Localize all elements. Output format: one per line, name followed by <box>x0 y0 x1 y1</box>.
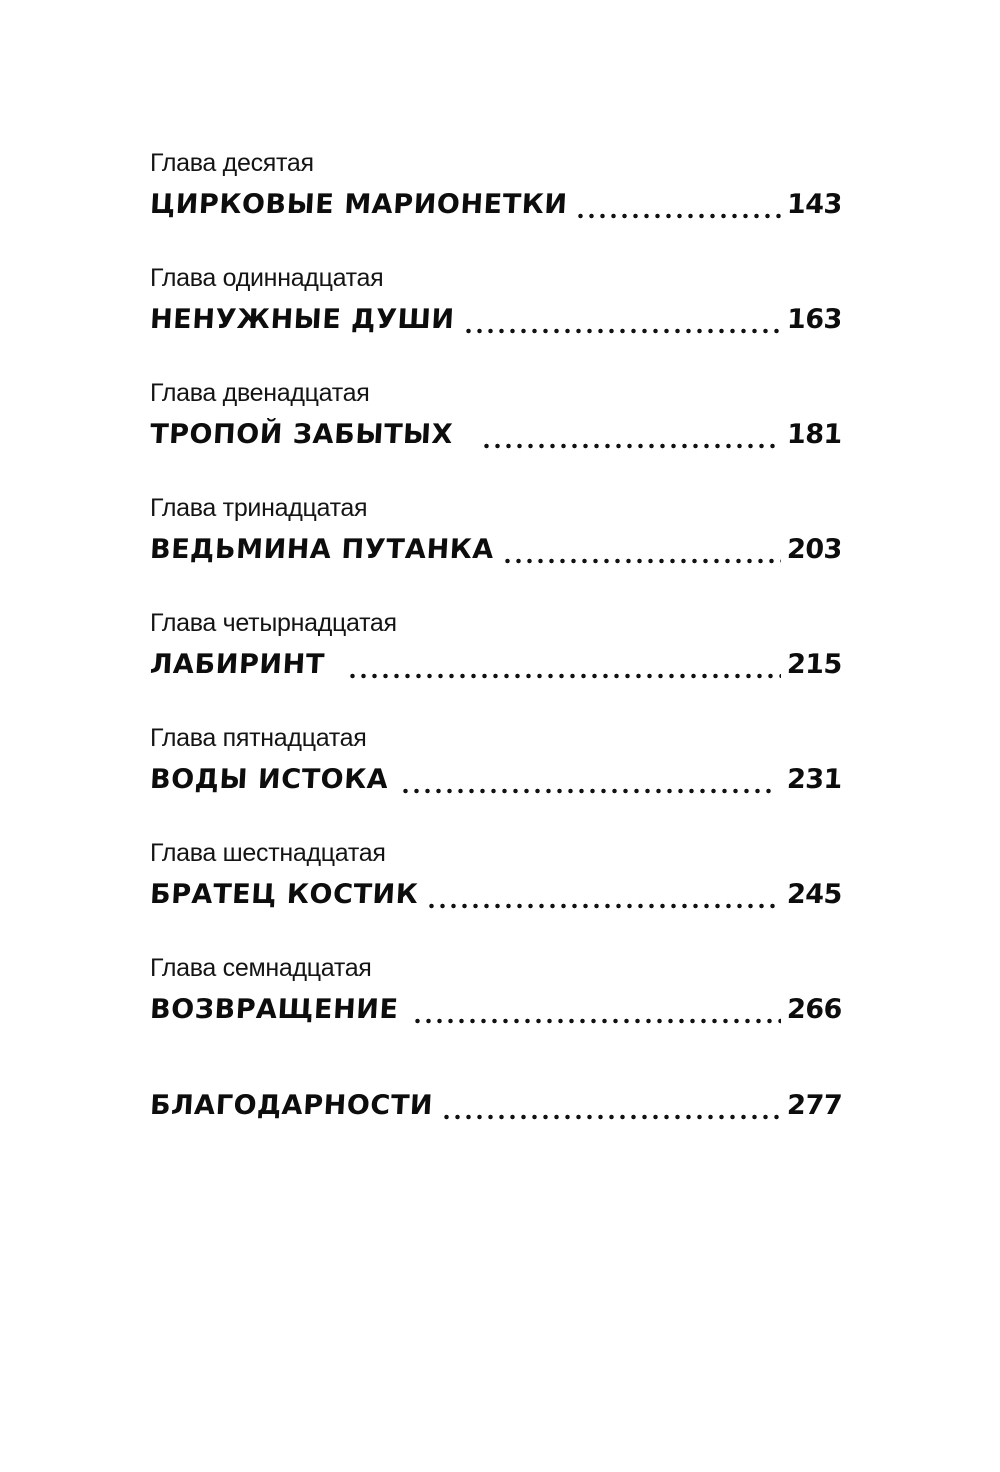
chapter-title-line <box>150 297 842 337</box>
toc-entry-chapter-12 <box>150 378 842 493</box>
chapter-title: БЛАГОДАРНОСТИ <box>149 1090 434 1121</box>
dot-leader <box>481 418 775 452</box>
page-number: 266 <box>786 994 843 1025</box>
chapter-label: Глава десятая <box>150 149 314 177</box>
toc-entry-chapter-13 <box>150 493 842 608</box>
chapter-title: ВЕДЬМИНА ПУТАНКА <box>149 534 495 565</box>
page-number: 203 <box>786 534 843 565</box>
dot-leader <box>347 648 781 682</box>
chapter-title-line <box>150 642 842 682</box>
chapter-label: Глава одиннадцатая <box>150 264 384 292</box>
chapter-title-line <box>150 987 842 1027</box>
chapter-title-line <box>150 757 842 797</box>
chapter-title-line <box>150 182 842 222</box>
chapter-title: ЛАБИРИНТ <box>149 649 326 680</box>
page-number: 277 <box>786 1090 843 1121</box>
dot-leader <box>412 993 781 1027</box>
dot-leader <box>426 878 781 912</box>
chapter-title: НЕНУЖНЫЕ ДУШИ <box>149 304 456 335</box>
page-number: 245 <box>786 879 843 910</box>
dot-leader <box>463 303 782 337</box>
chapter-title: ВОДЫ ИСТОКА <box>149 764 390 795</box>
page-number: 181 <box>786 419 843 450</box>
chapter-label: Глава четырнадцатая <box>150 609 397 637</box>
chapter-label: Глава шестнадцатая <box>150 839 386 867</box>
chapter-title: ЦИРКОВЫЕ МАРИОНЕТКИ <box>149 189 569 220</box>
toc-entry-acknowledgements <box>150 1083 842 1163</box>
chapter-title: БРАТЕЦ КОСТИК <box>149 879 420 910</box>
toc-entry-chapter-17 <box>150 953 842 1068</box>
chapter-title-line <box>150 1083 842 1123</box>
chapter-label: Глава тринадцатая <box>150 494 368 522</box>
toc-entry-chapter-15 <box>150 723 842 838</box>
chapter-title-line <box>150 872 842 912</box>
dot-leader <box>575 188 781 222</box>
toc-entry-chapter-10 <box>150 148 842 263</box>
toc-entry-chapter-11 <box>150 263 842 378</box>
page-number: 143 <box>786 189 843 220</box>
toc-entry-chapter-14 <box>150 608 842 723</box>
chapter-title: ТРОПОЙ ЗАБЫТЫХ <box>149 419 454 450</box>
toc-entry-chapter-16 <box>150 838 842 953</box>
chapter-label: Глава пятнадцатая <box>150 724 367 752</box>
chapter-title-line <box>150 412 842 452</box>
page-number: 231 <box>786 764 843 795</box>
dot-leader <box>441 1089 781 1123</box>
page-number: 215 <box>786 649 843 680</box>
chapter-label: Глава семнадцатая <box>150 954 372 982</box>
dot-leader <box>400 763 773 797</box>
chapter-title-line <box>150 527 842 567</box>
chapter-title: ВОЗВРАЩЕНИЕ <box>149 994 400 1025</box>
dot-leader <box>502 533 781 567</box>
page-number: 163 <box>786 304 843 335</box>
chapter-label: Глава двенадцатая <box>150 379 370 407</box>
table-of-contents <box>150 148 842 1163</box>
